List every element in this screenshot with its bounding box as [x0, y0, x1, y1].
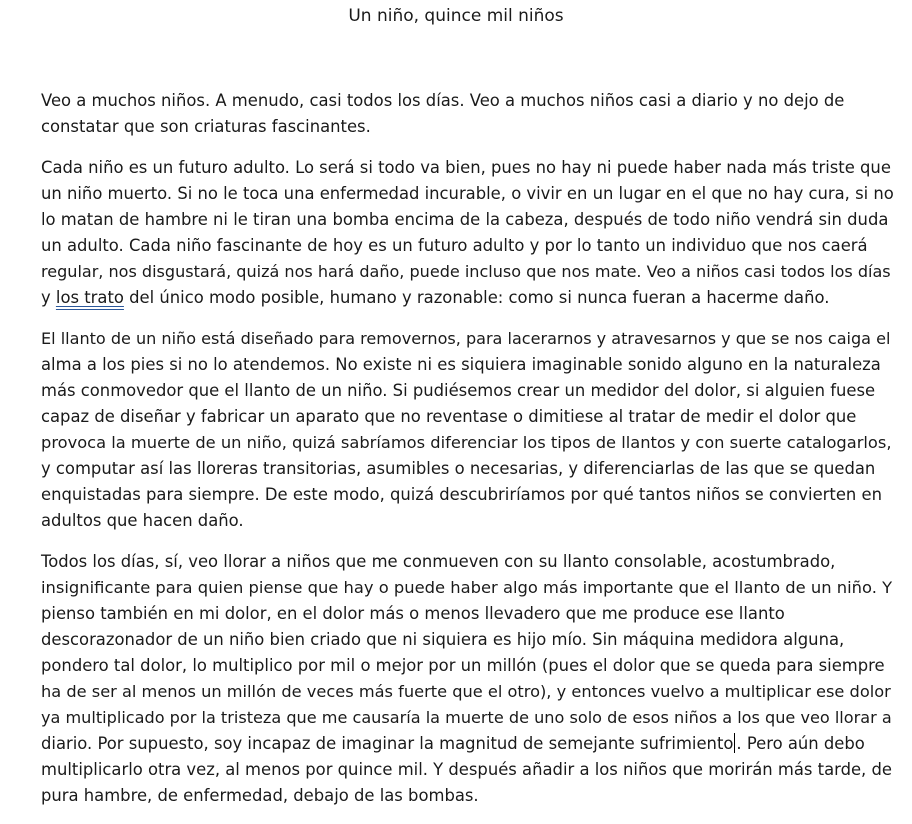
text-line-with-grammar-flag — [41, 285, 894, 311]
text-line: pondero tal dolor, lo multiplico por mil o mejor por un millón (pues el dolor que se queda para siempre — [41, 656, 885, 675]
text-line: Veo a muchos niños. A menudo, casi todos los días. Veo a muchos niños casi a diario y no dejo de — [41, 91, 845, 110]
text-line-with-cursor — [41, 731, 894, 757]
text-segment: del único modo posible, humano y razonable: como si nunca fueran a hacerme daño. — [123, 288, 830, 307]
text-line: descorazonador de un niño bien criado que ni siquiera es hijo mío. Sin máquina medidora alguna, — [41, 630, 845, 649]
paragraph-4 — [41, 549, 894, 809]
text-line: constatar que son criaturas fascinantes. — [41, 117, 371, 136]
document-title: Un niño, quince mil niños — [348, 6, 564, 26]
text-line: provoca la muerte de un niño, quizá sabríamos diferenciar los tipos de llantos y con suerte catalogarlos, — [41, 433, 892, 452]
text-line: y computar así las lloreras transitorias, asumibles o necesarias, y diferenciarlas de las que se quedan — [41, 459, 876, 478]
text-segment: diario. Por supuesto, soy incapaz de imaginar la magnitud de semejante sufrimiento — [41, 734, 734, 753]
text-line: pura hambre, de enfermedad, debajo de las bombas. — [41, 786, 479, 805]
text-segment: . Pero aún debo — [736, 734, 865, 753]
text-line: ha de ser al menos un millón de veces más fuerte que el otro), y entonces vuelvo a multiplicar ese dolor — [41, 682, 891, 701]
text-line: El llanto de un niño está diseñado para removernos, para lacerarnos y atravesarnos y que se nos caiga el — [41, 329, 891, 348]
document-body[interactable] — [41, 88, 894, 824]
grammar-flag-underline[interactable]: los trato — [55, 288, 124, 307]
paragraph-1 — [41, 88, 894, 140]
text-line: multiplicarlo otra vez, al menos por quince mil. Y después añadir a los niños que morirán más tarde, de — [41, 760, 892, 779]
paragraph-2 — [41, 155, 894, 311]
text-line: insignificante para quien piense que hay o puede haber algo más importante que el llanto de un niño. Y — [41, 578, 893, 597]
text-segment: y — [41, 288, 56, 307]
text-line: ya multiplicado por la tristeza que me causaría la muerte de uno solo de esos niños a los que veo llorar a — [41, 708, 892, 727]
text-line: un niño muerto. Si no le toca una enfermedad incurable, o vivir en un lugar en el que no hay cura, si no — [41, 184, 894, 203]
text-line: lo matan de hambre ni le tiran una bomba encima de la cabeza, después de todo niño vendrá sin duda — [41, 210, 889, 229]
text-line: pienso también en mi dolor, en el dolor más o menos llevadero que me produce ese llanto — [41, 604, 785, 623]
text-line: un adulto. Cada niño fascinante de hoy es un futuro adulto y por lo tanto un individuo que nos caerá — [41, 236, 868, 255]
text-line: enquistadas para siempre. De este modo, quizá descubriríamos por qué tantos niños se convierten en — [41, 485, 882, 504]
text-line: regular, nos disgustará, quizá nos hará daño, puede incluso que nos mate. Veo a niños casi todos los días — [41, 262, 891, 281]
text-line: alma a los pies si no lo atendemos. No existe ni es siquiera imaginable sonido alguno en la naturaleza — [41, 355, 881, 374]
paragraph-3 — [41, 326, 894, 534]
text-line: capaz de diseñar y fabricar un aparato que no reventase o dimitiese al tratar de medir el dolor que — [41, 407, 857, 426]
text-line: Todos los días, sí, veo llorar a niños que me conmueven con su llanto consolable, acostumbrado, — [41, 552, 836, 571]
text-line: Cada niño es un futuro adulto. Lo será si todo va bien, pues no hay ni puede haber nada más triste que — [41, 158, 891, 177]
text-line: más conmovedor que el llanto de un niño. Si pudiésemos crear un medidor del dolor, si alguien fuese — [41, 381, 876, 400]
text-line: adultos que hacen daño. — [41, 511, 244, 530]
